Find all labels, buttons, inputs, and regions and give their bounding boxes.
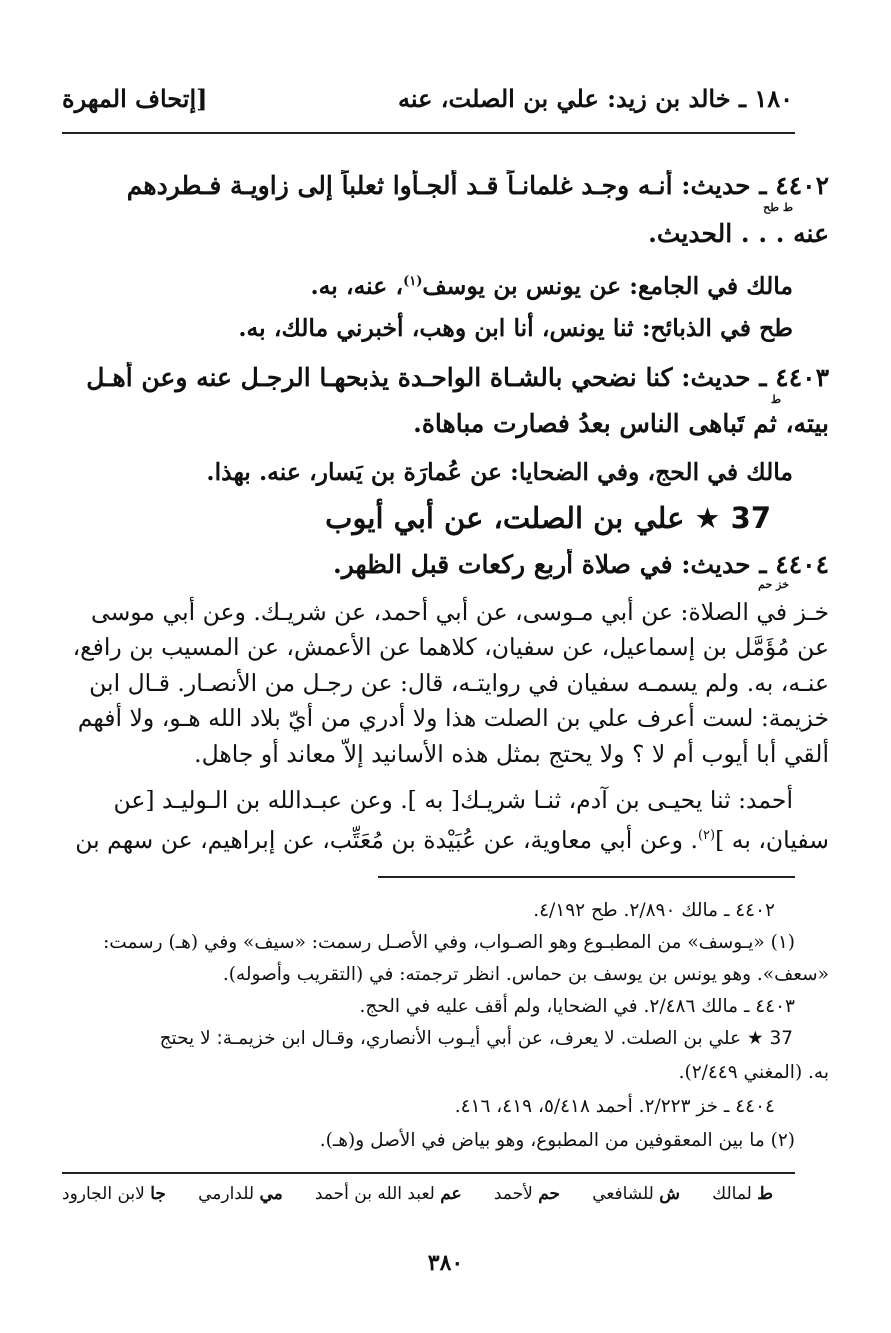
footnote-line: ٤٤٠٢ ـ مالك ٢/٨٩٠. طح ٤/١٩٢.: [533, 900, 775, 921]
hadith-4403-marker: ط: [770, 393, 781, 406]
abbreviation-item: مي للدارمي: [198, 1184, 283, 1204]
footnote-rule: [378, 876, 795, 878]
text-part: سفيان، به ]: [715, 825, 829, 854]
hadith-4404-text-2: عن مُؤَمَّل بن إسماعيل، عن سفيان، كلاهما عن الأعمش، عن المسيب بن رافع،: [72, 633, 829, 661]
abbreviation-item: جا لابن الجارود: [62, 1184, 166, 1204]
hadith-4402-line-2: عنه . . . الحديث.: [648, 219, 829, 248]
section-37-heading: [62, 498, 771, 538]
hadith-4404-marker: خز حم: [758, 578, 789, 591]
footnote-line: ٤٤٠٤ ـ خز ٢/٢٢٣. أحمد ٥/٤١٨، ٤١٩، ٤١٦.: [454, 1096, 775, 1117]
abbreviation-key: [62, 1184, 773, 1204]
star-icon: ★: [694, 501, 721, 535]
hadith-4404-text-4: خزيمة: لست أعرف علي بن الصلت هذا ولا أدري من أيّ بلاد الله هـو، ولا أفهم: [77, 704, 829, 732]
footnote-ref: (٢): [697, 828, 716, 843]
hadith-4402-marker: ط طح: [763, 201, 793, 214]
footnote-line: ٤٤٠٣ ـ مالك ٢/٤٨٦. في الضحايا، ولم أقف عليه في الحج.: [359, 996, 795, 1017]
text-part: . وعن أبي معاوية، عن عُبَيْدة بن مُعَتِّب، عن إبراهيم، عن سهم بن: [75, 825, 698, 854]
hadith-4402-line-1: ٤٤٠٢ ـ حديث: أنـه وجـد غلمانـاً قـد ألجـأوا ثعلباً إلى زاويـة فـطردهم: [126, 171, 829, 200]
abbreviation-item: عم لعبد الله بن أحمد: [314, 1184, 462, 1204]
footnote-line: (٢) ما بين المعقوفين من المطبوع، وهو بياض في الأصل و(هـ).: [319, 1130, 795, 1151]
footnote-ref: (١): [403, 274, 423, 289]
hadith-4404-text-1: خـز في الصلاة: عن أبي مـوسى، عن أبي أحمد، عن شريـك. وعن أبي موسى: [91, 598, 829, 626]
running-header-title: ١٨٠ ـ خالد بن زيد: علي بن الصلت، عنه: [398, 84, 793, 113]
hadith-4402-source-2: طح في الذبائح: ثنا يونس، أنا ابن وهب، أخبرني مالك، به.: [238, 314, 793, 342]
source-text-end: ، عنه، به.: [310, 271, 404, 300]
hadith-4404-line-1: ٤٤٠٤ ـ حديث: في صلاة أربع ركعات قبل الظهر.: [332, 550, 829, 579]
running-header-book: [إتحاف المهرة: [62, 84, 208, 113]
abbreviation-item: ط لمالك: [712, 1184, 773, 1204]
hadith-4403-line-1: ٤٤٠٣ ـ حديث: كنا نضحي بالشـاة الواحـدة يذبحهـا الرجـل عنه وعن أهـل: [86, 363, 829, 392]
hadith-4402-source-1: [62, 266, 793, 302]
hadith-4404-text-7: [62, 820, 829, 856]
hadith-4404-text-3: عنـه، به. ولم يسمـه سفيان في روايتـه، قال: عن رجـل من الأنصـار. قـال ابن: [89, 669, 829, 697]
abbreviation-rule: [62, 1172, 795, 1174]
abbreviation-item: ش للشافعي: [592, 1184, 681, 1204]
hadith-4403-line-2: بيته، ثم تَباهى الناس بعدُ فصارت مباهاة.: [413, 409, 829, 438]
hadith-4404-text-6: أحمد: ثنا يحيـى بن آدم، ثنـا شريـك[ به ]. وعن عبـدالله بن الـوليـد [عن: [113, 786, 793, 814]
hadith-4403-source-1: مالك في الحج، وفي الضحايا: عن عُمارَة بن يَسار، عنه. بهذا.: [206, 458, 793, 486]
abbreviation-item: حم لأحمد: [493, 1184, 561, 1204]
footnote-line: به. (المغني ٢/٤٤٩).: [678, 1062, 829, 1083]
hadith-4404-text-5: ألقي أبا أيوب أم لا ؟ ولا يحتج بمثل هذه الأسانيد إلاّ معاند أو جاهل.: [194, 740, 829, 768]
page-number: ٣٨٠: [427, 1250, 464, 1276]
footnote-line: «سعف». وهو يونس بن يوسف بن حماس. انظر ترجمته: في (التقريب وأصوله).: [222, 964, 829, 985]
section-number: 37: [730, 501, 771, 535]
header-rule: [62, 132, 795, 134]
section-title: علي بن الصلت، عن أبي أيوب: [325, 501, 685, 535]
source-text: مالك في الجامع: عن يونس بن يوسف: [422, 271, 793, 300]
footnote-line: 37 ★ علي بن الصلت. لا يعرف، عن أبي أيـوب الأنصاري، وقـال ابن خزيمـة: لا يحتج: [159, 1028, 793, 1049]
footnote-line: (١) «يـوسف» من المطبـوع وهو الصـواب، وفي الأصـل رسمت: «سيف» وفي (هـ) رسمت:: [103, 932, 795, 953]
